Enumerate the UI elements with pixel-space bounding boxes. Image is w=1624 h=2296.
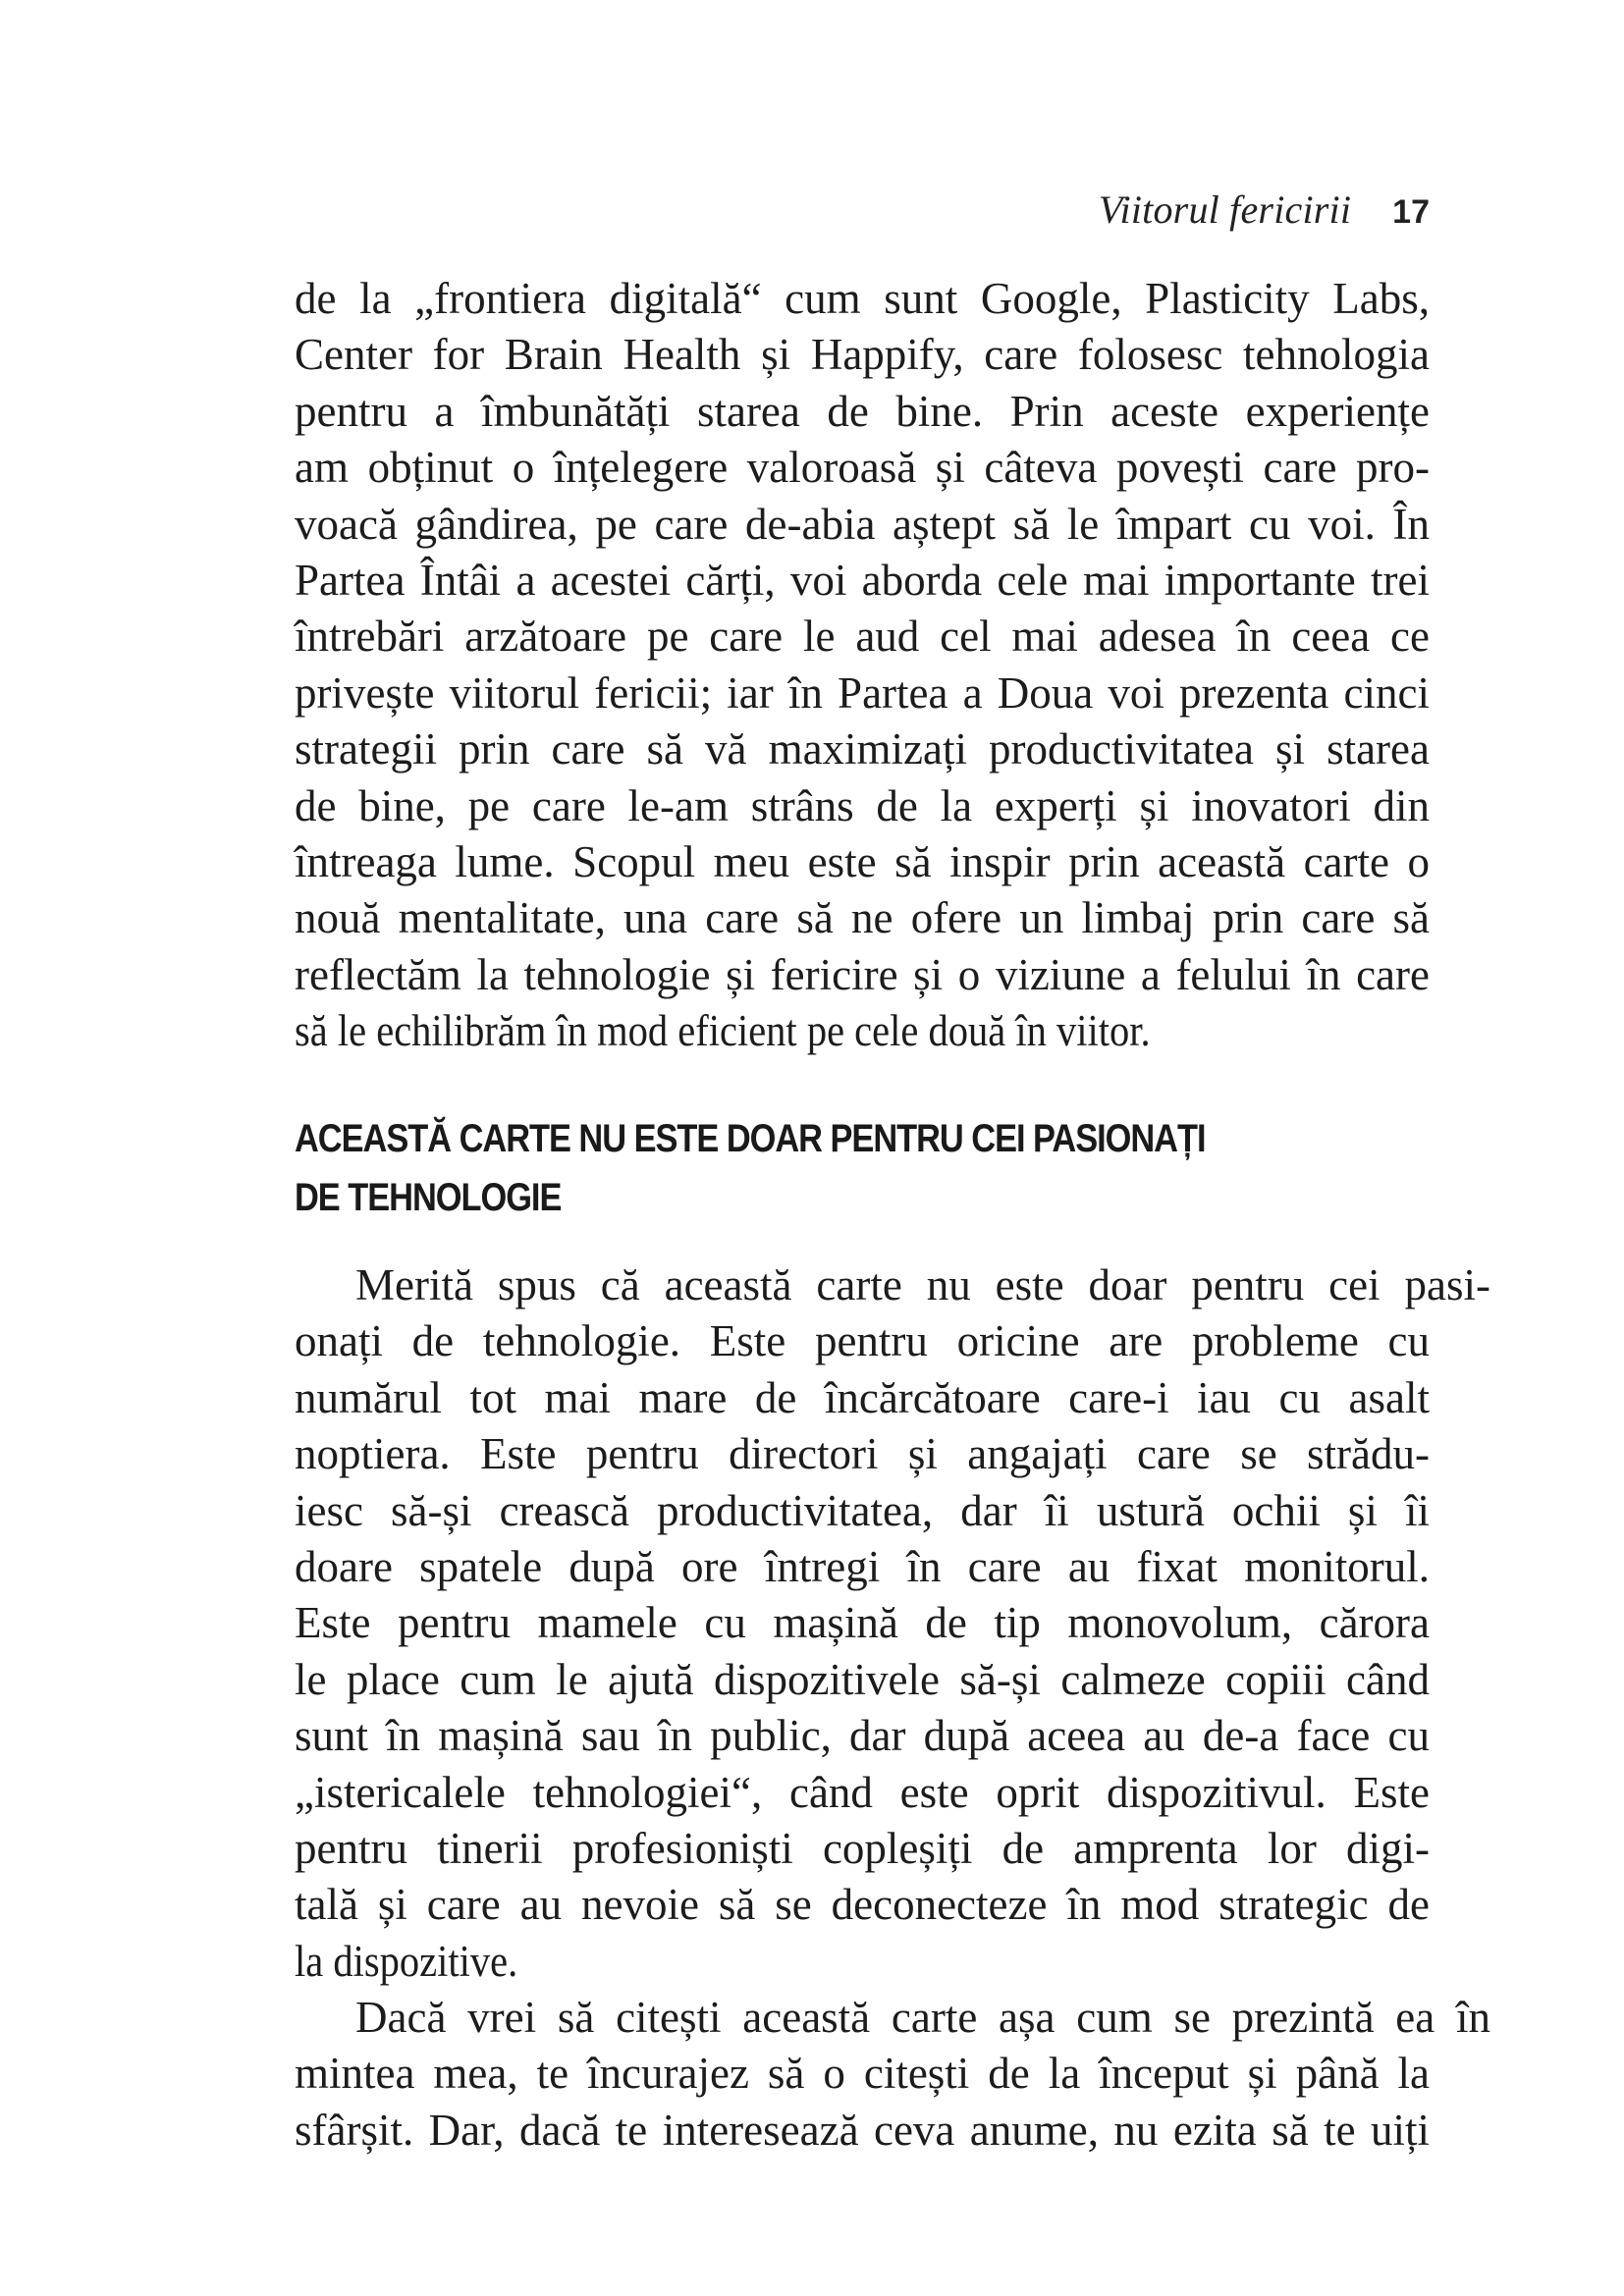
section-heading-line: ACEASTĂ CARTE NU ESTE DOAR PENTRU CEI PASIONAȚI (295, 1117, 1206, 1160)
text-line: voacă gândirea, pe care de-abia aștept să le împart cu voi. În (295, 499, 1430, 549)
text-line: de la „frontiera digitală“ cum sunt Google, Plasticity Labs, (295, 274, 1430, 323)
text-line: să le echilibrăm în mod eficient pe cele două în viitor. (295, 1006, 1151, 1056)
text-line: întrebări arzătoare pe care le aud cel mai adesea în ceea ce (295, 612, 1430, 662)
text-line: de bine, pe care le-am strâns de la experți și inovatori din (295, 780, 1430, 830)
text-line: tală și care au nevoie să se deconecteze în mod strategic de (295, 1880, 1430, 1930)
text-line: mintea mea, te încurajez să o citești de la început și până la (295, 2049, 1430, 2099)
paragraph-3 (295, 1990, 1490, 2159)
text-line: privește viitorul fericii; iar în Partea a Doua voi prezenta cinci (295, 667, 1430, 718)
section-heading (295, 1109, 1434, 1227)
paragraph-1 (295, 271, 1430, 1059)
text-line: strategii prin care să vă maximizați productivitatea și starea (295, 724, 1430, 774)
text-line: întreaga lume. Scopul meu este să inspir prin această carte o (295, 836, 1430, 886)
text-line: „istericalele tehnologiei“, când este oprit dispozitivul. Este (295, 1767, 1430, 1817)
page-number: 17 (1392, 193, 1430, 231)
text-line: Center for Brain Health și Happify, care folosesc tehnologia (295, 330, 1430, 380)
text-line: le place cum le ajută dispozitivele să-și calmeze copiii când (295, 1654, 1430, 1704)
text-line: doare spatele după ore întregi în care au fixat monitorul. (295, 1541, 1430, 1591)
text-line: pentru a îmbunătăți starea de bine. Prin aceste experiențe (295, 386, 1430, 436)
text-line: Merită spus că această carte nu este doar pentru cei pasi- (355, 1260, 1490, 1309)
text-line: la dispozitive. (295, 1936, 518, 1986)
text-line: sunt în mașină sau în public, dar după aceea au de-a face cu (295, 1711, 1430, 1761)
paragraph-2 (295, 1257, 1490, 1990)
text-line: Dacă vrei să citești această carte așa cum se prezintă ea în (355, 1993, 1490, 2043)
text-line: sfârșit. Dar, dacă te interesează ceva anume, nu ezita să te uiți (295, 2105, 1430, 2155)
text-line: Este pentru mamele cu mașină de tip monovolum, cărora (295, 1598, 1430, 1648)
text-line: iesc să-și crească productivitatea, dar îi ustură ochii și îi (295, 1485, 1430, 1535)
text-line: noptiera. Este pentru directori și angajați care se strădu- (295, 1429, 1430, 1479)
text-line: am obținut o înțelegere valoroasă și câteva povești care pro- (295, 443, 1430, 493)
text-line: numărul tot mai mare de încărcătoare care-i iau cu asalt (295, 1372, 1430, 1422)
section-heading-line: DE TEHNOLOGIE (295, 1176, 562, 1219)
running-header-title: Viitorul fericirii (1098, 187, 1352, 232)
text-line: Partea Întâi a acestei cărți, voi aborda cele mai importante trei (295, 555, 1430, 605)
text-line: reflectăm la tehnologie și fericire și o viziune a felului în care (295, 949, 1430, 999)
running-header (982, 187, 1430, 245)
section-body (295, 1257, 1490, 2159)
text-line: nouă mentalitate, una care să ne ofere un limbaj prin care să (295, 893, 1430, 943)
text-line: onați de tehnologie. Este pentru oricine are probleme cu (295, 1316, 1430, 1366)
text-line: pentru tinerii profesioniști copleșiți de amprenta lor digi- (295, 1823, 1430, 1873)
